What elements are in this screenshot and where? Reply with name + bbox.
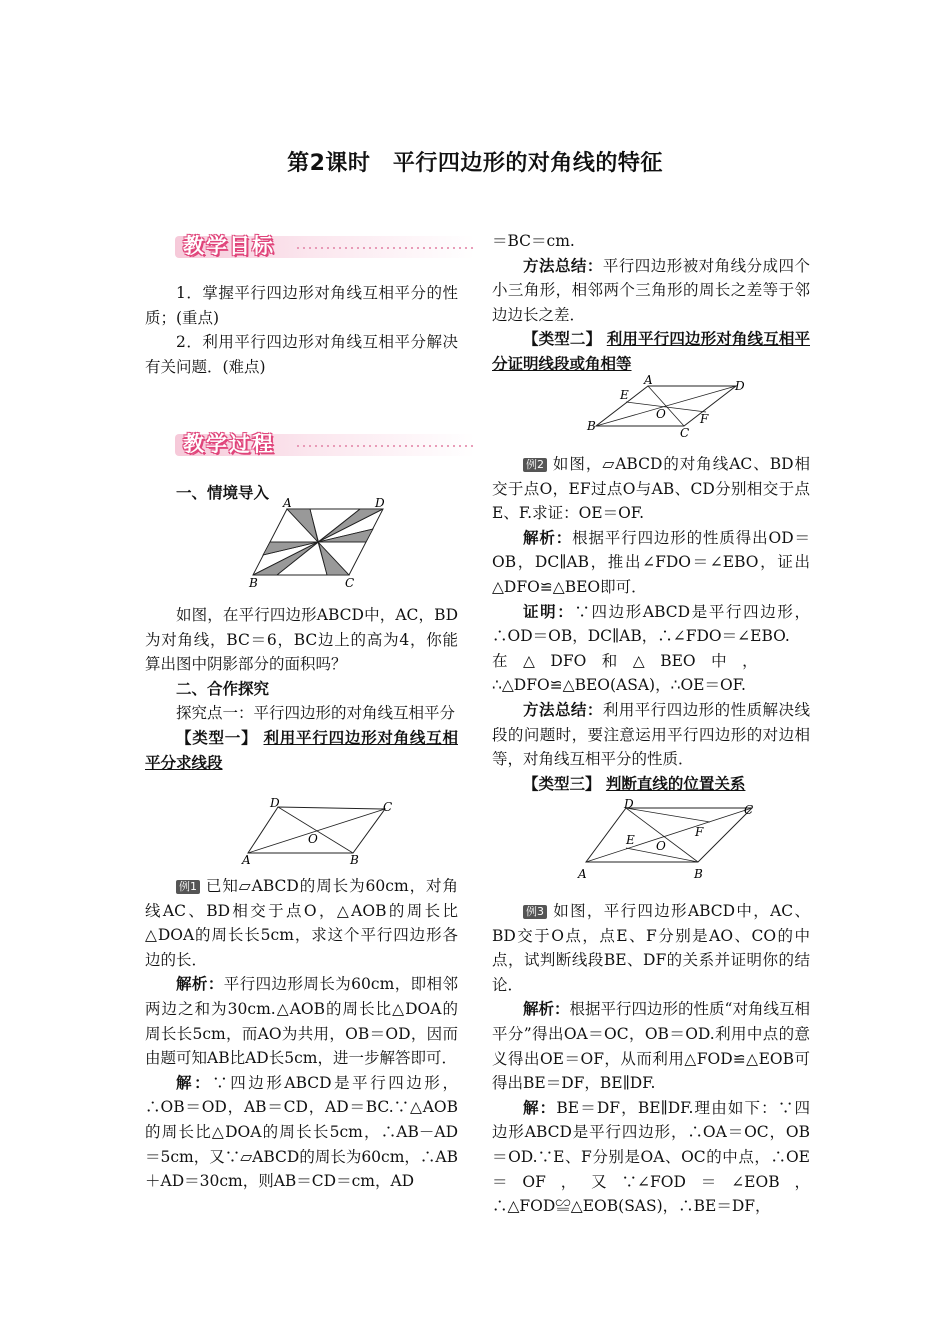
example2-question: 例2 如图，▱ABCD的对角线AC、BD相交于点O，EF过点O与AB、CD分别相交于点E、F.求证：OE＝OF.	[492, 455, 810, 523]
intro-question: 如图，在平行四边形ABCD中，AC，BD为对角线，BC＝6，BC边上的高为4，你能算出图中阴影部分的面积吗？	[145, 606, 458, 674]
example3-badge: 例3	[523, 905, 547, 919]
fig-label-c: C	[345, 576, 355, 589]
example2-block	[492, 452, 810, 796]
fig2-label-o: O	[656, 407, 666, 421]
fig3-label-b: B	[694, 867, 703, 881]
type1-title: 利用平行四边形对角线互相平分求线段	[145, 728, 458, 772]
objective-item: 2．利用平行四边形对角线互相平分解决有关问题．(难点)	[145, 333, 458, 376]
example3-question: 例3 如图，平行四边形ABCD中，AC、BD交于O点，点E、F分别是AO、CO的中点，试判断线段BE、DF的关系并证明你的结论．	[492, 902, 810, 994]
objectives-list	[145, 281, 458, 379]
type3-figure	[574, 796, 764, 882]
example1-badge: 例1	[176, 880, 200, 894]
example2-badge: 例2	[523, 458, 547, 472]
fig-label-d: D	[375, 497, 385, 510]
objectives-banner-label: 教学目标	[183, 234, 275, 258]
example2-proof-line2: 在 △ DFO 和 △ BEO 中 ，	[492, 651, 758, 670]
fig1-label-a: A	[242, 853, 251, 867]
type1-figure	[240, 797, 400, 867]
example3-block	[492, 899, 810, 1219]
fig1-label-c: C	[383, 800, 393, 814]
example1-question: 例1 已知▱ABCD的周长为60cm，对角线AC、BD相交于点O，△AOB的周长比△DOA的周长长5cm，求这个平行四边形各边的长．	[145, 877, 458, 969]
explore-point-1: 探究点一：平行四边形的对角线互相平分	[176, 704, 456, 723]
method2-summary: 方法总结：利用平行四边形的性质解决线段的问题时，要注意运用平行四边形的对边相等，对角线互相平分的性质．	[492, 700, 810, 769]
fig3-label-d: D	[624, 797, 634, 811]
fig2-label-a: A	[644, 374, 653, 387]
example1-solution: 解：∵四边形ABCD是平行四边形，∴OB＝OD，AB＝CD，AD＝BC.∵△AOB的周长比△DOA的周长长5cm，∴AB－AD＝5cm，又∵▱ABCD的周长为60cm，∴AB＋AD＝30cm，则AB＝CD＝cm，AD	[145, 1073, 459, 1191]
fig2-label-c: C	[680, 426, 690, 440]
type3-title: 判断直线的位置关系	[605, 774, 746, 793]
type2-heading	[492, 327, 810, 376]
objective-item: 1．掌握平行四边形对角线互相平分的性质；(重点)	[145, 284, 458, 327]
fig3-label-o: O	[656, 839, 666, 853]
page-title: 第2课时 平行四边形的对角线的特征	[287, 151, 663, 176]
fig2-label-e: E	[620, 388, 629, 402]
process-banner	[175, 426, 475, 464]
fig3-label-e: E	[626, 833, 635, 847]
method1-summary: 方法总结：平行四边形被对角线分成四个小三角形，相邻两个三角形的周长之差等于邻边边长之差．	[492, 256, 810, 324]
section1-heading: 一、情境导入	[176, 484, 270, 502]
left-section1-body	[145, 603, 458, 775]
example1-block	[145, 874, 458, 1194]
example3-solution: 解：BE＝DF，BE∥DF.理由如下：∵四边形ABCD是平行四边形，∴OA＝OC，OB＝OD.∵E、F分别是OA、OC的中点，∴OE＝OF，又∵∠FOD＝∠EOB，∴△FOD≌△EOB(SAS)，∴BE＝DF，	[492, 1098, 810, 1216]
type3-heading	[492, 772, 810, 797]
example3-analysis: 解析：根据平行四边形的性质“对角线互相平分”得出OA＝OC，OB＝OD.利用中点的意义得出OE＝OF，从而利用△FOD≌△EOB可得出BE＝DF，BE∥DF.	[492, 1000, 810, 1093]
fig3-label-a: A	[578, 867, 587, 881]
type2-title: 利用平行四边形对角线互相平分证明线段或角相等	[492, 330, 810, 373]
objectives-banner	[175, 228, 475, 266]
fig1-label-d: D	[270, 797, 280, 810]
pinwheel-figure	[245, 497, 395, 589]
fig2-label-d: D	[735, 379, 745, 393]
fig3-label-c: C	[744, 803, 754, 817]
fig2-label-f: F	[700, 412, 709, 426]
type2-figure	[584, 374, 754, 440]
type1-tag: 【类型一】	[176, 728, 258, 747]
type3-tag: 【类型三】	[523, 774, 601, 793]
right-top-text	[492, 229, 810, 377]
fig1-label-o: O	[308, 832, 318, 846]
type2-tag: 【类型二】	[523, 330, 602, 349]
type1-heading	[145, 726, 458, 775]
process-banner-label: 教学过程	[183, 432, 275, 456]
fig2-label-b: B	[587, 419, 596, 433]
example2-proof: 证明：∵四边形ABCD是平行四边形，∴OD＝OB，DC∥AB，∴∠FDO＝∠EBO.	[492, 602, 810, 646]
fig1-label-b: B	[350, 853, 359, 867]
fig-label-b: B	[249, 576, 258, 589]
example2-proof-line3: ∴△DFO≌△BEO(ASA)，∴OE＝OF.	[492, 676, 746, 695]
fig-label-a: A	[283, 497, 292, 510]
fig3-label-f: F	[695, 825, 704, 839]
example1-continued: ＝BC＝cm.	[492, 232, 575, 250]
example2-analysis: 解析：根据平行四边形的性质得出OD＝OB，DC∥AB，推出∠FDO＝∠EBO，证出△DFO≌△BEO即可．	[492, 528, 810, 596]
example1-analysis: 解析：平行四边形周长为60cm，即相邻两边之和为30cm.△AOB的周长比△DOA的周长长5cm，而AO为共用，OB＝OD，因而由题可知AB比AD长5cm，进一步解答即可．	[145, 975, 458, 1068]
section2-heading: 二、合作探究	[176, 679, 270, 698]
